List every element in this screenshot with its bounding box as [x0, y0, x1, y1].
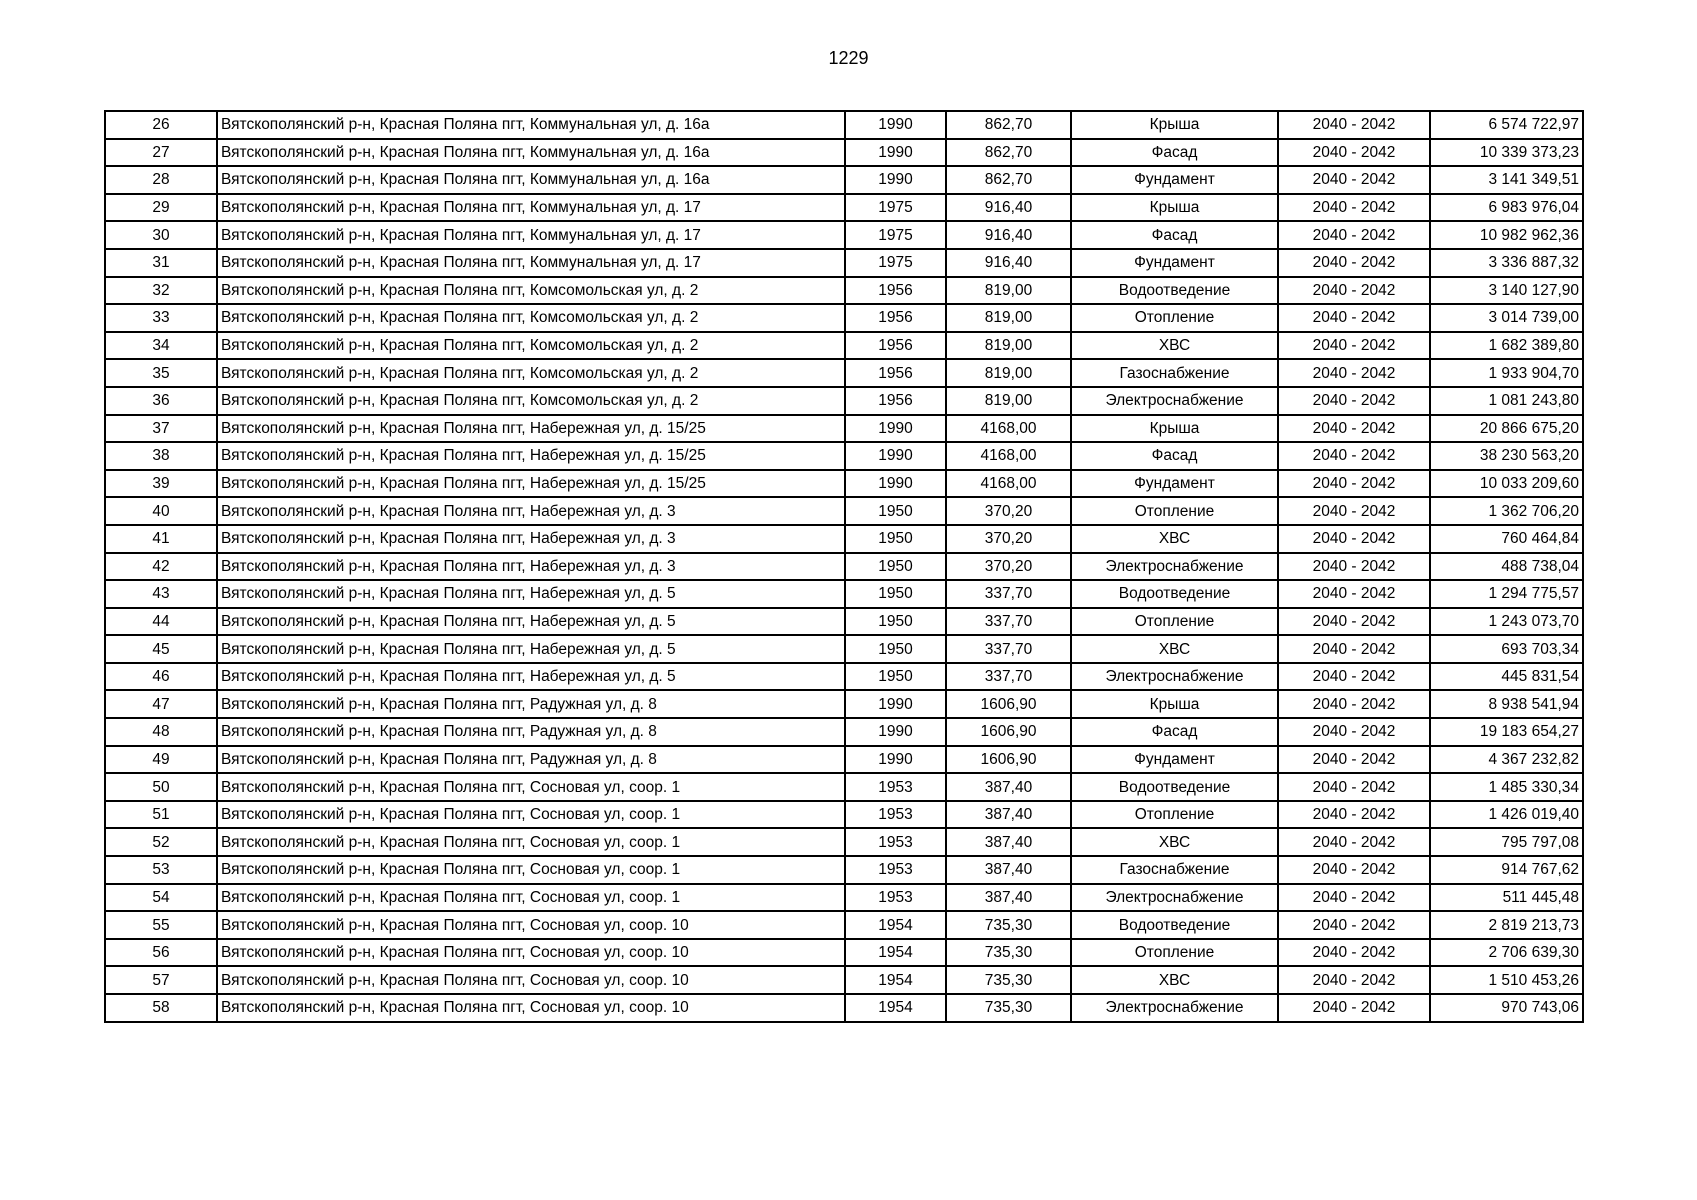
- row-number-cell: 41: [105, 525, 217, 553]
- table-row: [105, 359, 1583, 387]
- table-row: [105, 304, 1583, 332]
- address-cell: Вятскополянский р-н, Красная Поляна пгт, Сосновая ул, соор. 1: [217, 856, 845, 884]
- address-cell: Вятскополянский р-н, Красная Поляна пгт, Сосновая ул, соор. 1: [217, 773, 845, 801]
- year-built-cell: 1990: [845, 139, 946, 167]
- work-type-cell: Водоотведение: [1071, 580, 1278, 608]
- row-number-cell: 45: [105, 635, 217, 663]
- row-number-cell: 46: [105, 663, 217, 691]
- period-cell: 2040 - 2042: [1278, 966, 1430, 994]
- cost-cell: 10 339 373,23: [1430, 139, 1583, 167]
- table-row: [105, 277, 1583, 305]
- period-cell: 2040 - 2042: [1278, 801, 1430, 829]
- table-row: [105, 663, 1583, 691]
- row-number-cell: 43: [105, 580, 217, 608]
- year-built-cell: 1953: [845, 828, 946, 856]
- year-built-cell: 1990: [845, 718, 946, 746]
- work-type-cell: Отопление: [1071, 801, 1278, 829]
- row-number-cell: 36: [105, 387, 217, 415]
- table-row: [105, 966, 1583, 994]
- work-type-cell: Электроснабжение: [1071, 994, 1278, 1022]
- period-cell: 2040 - 2042: [1278, 442, 1430, 470]
- work-type-cell: Фасад: [1071, 442, 1278, 470]
- area-cell: 1606,90: [946, 718, 1071, 746]
- period-cell: 2040 - 2042: [1278, 166, 1430, 194]
- year-built-cell: 1990: [845, 746, 946, 774]
- area-cell: 735,30: [946, 994, 1071, 1022]
- cost-cell: 1 362 706,20: [1430, 497, 1583, 525]
- table-row: [105, 608, 1583, 636]
- year-built-cell: 1975: [845, 221, 946, 249]
- address-cell: Вятскополянский р-н, Красная Поляна пгт, Сосновая ул, соор. 10: [217, 939, 845, 967]
- work-type-cell: Электроснабжение: [1071, 663, 1278, 691]
- row-number-cell: 52: [105, 828, 217, 856]
- row-number-cell: 55: [105, 911, 217, 939]
- period-cell: 2040 - 2042: [1278, 690, 1430, 718]
- year-built-cell: 1953: [845, 884, 946, 912]
- row-number-cell: 58: [105, 994, 217, 1022]
- address-cell: Вятскополянский р-н, Красная Поляна пгт, Коммунальная ул, д. 16а: [217, 166, 845, 194]
- year-built-cell: 1990: [845, 166, 946, 194]
- row-number-cell: 30: [105, 221, 217, 249]
- period-cell: 2040 - 2042: [1278, 139, 1430, 167]
- table-row: [105, 415, 1583, 443]
- address-cell: Вятскополянский р-н, Красная Поляна пгт, Сосновая ул, соор. 1: [217, 884, 845, 912]
- row-number-cell: 49: [105, 746, 217, 774]
- table-row: [105, 332, 1583, 360]
- period-cell: 2040 - 2042: [1278, 608, 1430, 636]
- cost-cell: 19 183 654,27: [1430, 718, 1583, 746]
- area-cell: 4168,00: [946, 470, 1071, 498]
- row-number-cell: 57: [105, 966, 217, 994]
- table-row: [105, 442, 1583, 470]
- address-cell: Вятскополянский р-н, Красная Поляна пгт, Набережная ул, д. 3: [217, 497, 845, 525]
- registry-table-body: [105, 111, 1583, 1022]
- cost-cell: 1 682 389,80: [1430, 332, 1583, 360]
- year-built-cell: 1954: [845, 911, 946, 939]
- address-cell: Вятскополянский р-н, Красная Поляна пгт, Сосновая ул, соор. 10: [217, 994, 845, 1022]
- table-row: [105, 525, 1583, 553]
- year-built-cell: 1950: [845, 635, 946, 663]
- row-number-cell: 39: [105, 470, 217, 498]
- period-cell: 2040 - 2042: [1278, 635, 1430, 663]
- address-cell: Вятскополянский р-н, Красная Поляна пгт, Набережная ул, д. 3: [217, 525, 845, 553]
- row-number-cell: 32: [105, 277, 217, 305]
- table-row: [105, 939, 1583, 967]
- period-cell: 2040 - 2042: [1278, 194, 1430, 222]
- period-cell: 2040 - 2042: [1278, 939, 1430, 967]
- area-cell: 819,00: [946, 332, 1071, 360]
- area-cell: 387,40: [946, 773, 1071, 801]
- row-number-cell: 26: [105, 111, 217, 139]
- work-type-cell: ХВС: [1071, 828, 1278, 856]
- address-cell: Вятскополянский р-н, Красная Поляна пгт, Коммунальная ул, д. 17: [217, 221, 845, 249]
- year-built-cell: 1990: [845, 415, 946, 443]
- table-row: [105, 856, 1583, 884]
- area-cell: 862,70: [946, 111, 1071, 139]
- address-cell: Вятскополянский р-н, Красная Поляна пгт, Сосновая ул, соор. 10: [217, 911, 845, 939]
- address-cell: Вятскополянский р-н, Красная Поляна пгт, Комсомольская ул, д. 2: [217, 387, 845, 415]
- address-cell: Вятскополянский р-н, Красная Поляна пгт, Набережная ул, д. 15/25: [217, 442, 845, 470]
- area-cell: 862,70: [946, 139, 1071, 167]
- area-cell: 916,40: [946, 249, 1071, 277]
- work-type-cell: Фундамент: [1071, 470, 1278, 498]
- cost-cell: 4 367 232,82: [1430, 746, 1583, 774]
- year-built-cell: 1990: [845, 442, 946, 470]
- table-row: [105, 139, 1583, 167]
- year-built-cell: 1990: [845, 470, 946, 498]
- work-type-cell: ХВС: [1071, 332, 1278, 360]
- year-built-cell: 1990: [845, 690, 946, 718]
- cost-cell: 795 797,08: [1430, 828, 1583, 856]
- table-row: [105, 690, 1583, 718]
- address-cell: Вятскополянский р-н, Красная Поляна пгт, Набережная ул, д. 5: [217, 635, 845, 663]
- row-number-cell: 56: [105, 939, 217, 967]
- cost-cell: 760 464,84: [1430, 525, 1583, 553]
- cost-cell: 3 140 127,90: [1430, 277, 1583, 305]
- year-built-cell: 1990: [845, 111, 946, 139]
- address-cell: Вятскополянский р-н, Красная Поляна пгт, Набережная ул, д. 5: [217, 580, 845, 608]
- period-cell: 2040 - 2042: [1278, 828, 1430, 856]
- period-cell: 2040 - 2042: [1278, 304, 1430, 332]
- area-cell: 819,00: [946, 277, 1071, 305]
- year-built-cell: 1950: [845, 580, 946, 608]
- row-number-cell: 35: [105, 359, 217, 387]
- area-cell: 370,20: [946, 525, 1071, 553]
- row-number-cell: 31: [105, 249, 217, 277]
- cost-cell: 1 933 904,70: [1430, 359, 1583, 387]
- page-number: 1229: [828, 48, 869, 68]
- address-cell: Вятскополянский р-н, Красная Поляна пгт, Набережная ул, д. 5: [217, 608, 845, 636]
- period-cell: 2040 - 2042: [1278, 332, 1430, 360]
- work-type-cell: Электроснабжение: [1071, 884, 1278, 912]
- address-cell: Вятскополянский р-н, Красная Поляна пгт, Радужная ул, д. 8: [217, 690, 845, 718]
- work-type-cell: Отопление: [1071, 497, 1278, 525]
- work-type-cell: Фасад: [1071, 221, 1278, 249]
- table-row: [105, 221, 1583, 249]
- work-type-cell: Отопление: [1071, 304, 1278, 332]
- area-cell: 1606,90: [946, 690, 1071, 718]
- cost-cell: 10 982 962,36: [1430, 221, 1583, 249]
- year-built-cell: 1956: [845, 387, 946, 415]
- area-cell: 916,40: [946, 194, 1071, 222]
- cost-cell: 3 014 739,00: [1430, 304, 1583, 332]
- registry-table: [104, 110, 1584, 1023]
- table-row: [105, 580, 1583, 608]
- area-cell: 819,00: [946, 359, 1071, 387]
- year-built-cell: 1950: [845, 525, 946, 553]
- table-row: [105, 111, 1583, 139]
- cost-cell: 970 743,06: [1430, 994, 1583, 1022]
- cost-cell: 511 445,48: [1430, 884, 1583, 912]
- period-cell: 2040 - 2042: [1278, 387, 1430, 415]
- table-row: [105, 470, 1583, 498]
- area-cell: 819,00: [946, 387, 1071, 415]
- table-row: [105, 635, 1583, 663]
- work-type-cell: Водоотведение: [1071, 773, 1278, 801]
- period-cell: 2040 - 2042: [1278, 580, 1430, 608]
- address-cell: Вятскополянский р-н, Красная Поляна пгт, Радужная ул, д. 8: [217, 746, 845, 774]
- cost-cell: 1 294 775,57: [1430, 580, 1583, 608]
- address-cell: Вятскополянский р-н, Красная Поляна пгт, Комсомольская ул, д. 2: [217, 304, 845, 332]
- work-type-cell: Водоотведение: [1071, 911, 1278, 939]
- address-cell: Вятскополянский р-н, Красная Поляна пгт, Коммунальная ул, д. 16а: [217, 111, 845, 139]
- year-built-cell: 1975: [845, 249, 946, 277]
- address-cell: Вятскополянский р-н, Красная Поляна пгт, Сосновая ул, соор. 1: [217, 828, 845, 856]
- cost-cell: 10 033 209,60: [1430, 470, 1583, 498]
- period-cell: 2040 - 2042: [1278, 470, 1430, 498]
- area-cell: 819,00: [946, 304, 1071, 332]
- year-built-cell: 1956: [845, 304, 946, 332]
- row-number-cell: 53: [105, 856, 217, 884]
- year-built-cell: 1950: [845, 608, 946, 636]
- year-built-cell: 1953: [845, 856, 946, 884]
- address-cell: Вятскополянский р-н, Красная Поляна пгт, Коммунальная ул, д. 17: [217, 249, 845, 277]
- area-cell: 387,40: [946, 828, 1071, 856]
- period-cell: 2040 - 2042: [1278, 359, 1430, 387]
- table-row: [105, 994, 1583, 1022]
- row-number-cell: 47: [105, 690, 217, 718]
- address-cell: Вятскополянский р-н, Красная Поляна пгт, Коммунальная ул, д. 16а: [217, 139, 845, 167]
- cost-cell: 914 767,62: [1430, 856, 1583, 884]
- area-cell: 735,30: [946, 939, 1071, 967]
- cost-cell: 1 510 453,26: [1430, 966, 1583, 994]
- area-cell: 337,70: [946, 663, 1071, 691]
- address-cell: Вятскополянский р-н, Красная Поляна пгт, Набережная ул, д. 3: [217, 553, 845, 581]
- cost-cell: 445 831,54: [1430, 663, 1583, 691]
- row-number-cell: 40: [105, 497, 217, 525]
- work-type-cell: Крыша: [1071, 194, 1278, 222]
- period-cell: 2040 - 2042: [1278, 718, 1430, 746]
- cost-cell: 8 938 541,94: [1430, 690, 1583, 718]
- work-type-cell: Отопление: [1071, 939, 1278, 967]
- table-row: [105, 387, 1583, 415]
- period-cell: 2040 - 2042: [1278, 884, 1430, 912]
- table-row: [105, 884, 1583, 912]
- address-cell: Вятскополянский р-н, Красная Поляна пгт, Набережная ул, д. 5: [217, 663, 845, 691]
- period-cell: 2040 - 2042: [1278, 221, 1430, 249]
- work-type-cell: Фасад: [1071, 718, 1278, 746]
- year-built-cell: 1956: [845, 332, 946, 360]
- address-cell: Вятскополянский р-н, Красная Поляна пгт, Коммунальная ул, д. 17: [217, 194, 845, 222]
- row-number-cell: 51: [105, 801, 217, 829]
- cost-cell: 2 819 213,73: [1430, 911, 1583, 939]
- period-cell: 2040 - 2042: [1278, 994, 1430, 1022]
- address-cell: Вятскополянский р-н, Красная Поляна пгт, Комсомольская ул, д. 2: [217, 277, 845, 305]
- table-row: [105, 166, 1583, 194]
- address-cell: Вятскополянский р-н, Красная Поляна пгт, Сосновая ул, соор. 1: [217, 801, 845, 829]
- area-cell: 337,70: [946, 580, 1071, 608]
- cost-cell: 38 230 563,20: [1430, 442, 1583, 470]
- address-cell: Вятскополянский р-н, Красная Поляна пгт, Набережная ул, д. 15/25: [217, 470, 845, 498]
- work-type-cell: ХВС: [1071, 966, 1278, 994]
- area-cell: 862,70: [946, 166, 1071, 194]
- year-built-cell: 1954: [845, 966, 946, 994]
- table-row: [105, 194, 1583, 222]
- work-type-cell: Электроснабжение: [1071, 553, 1278, 581]
- year-built-cell: 1956: [845, 359, 946, 387]
- year-built-cell: 1953: [845, 773, 946, 801]
- row-number-cell: 38: [105, 442, 217, 470]
- cost-cell: 693 703,34: [1430, 635, 1583, 663]
- period-cell: 2040 - 2042: [1278, 911, 1430, 939]
- table-row: [105, 773, 1583, 801]
- cost-cell: 488 738,04: [1430, 553, 1583, 581]
- area-cell: 387,40: [946, 856, 1071, 884]
- work-type-cell: Крыша: [1071, 690, 1278, 718]
- table-row: [105, 553, 1583, 581]
- cost-cell: 1 485 330,34: [1430, 773, 1583, 801]
- row-number-cell: 48: [105, 718, 217, 746]
- area-cell: 4168,00: [946, 442, 1071, 470]
- area-cell: 337,70: [946, 608, 1071, 636]
- period-cell: 2040 - 2042: [1278, 663, 1430, 691]
- row-number-cell: 28: [105, 166, 217, 194]
- period-cell: 2040 - 2042: [1278, 415, 1430, 443]
- year-built-cell: 1956: [845, 277, 946, 305]
- cost-cell: 1 243 073,70: [1430, 608, 1583, 636]
- address-cell: Вятскополянский р-н, Красная Поляна пгт, Комсомольская ул, д. 2: [217, 359, 845, 387]
- row-number-cell: 50: [105, 773, 217, 801]
- row-number-cell: 37: [105, 415, 217, 443]
- address-cell: Вятскополянский р-н, Красная Поляна пгт, Сосновая ул, соор. 10: [217, 966, 845, 994]
- work-type-cell: Газоснабжение: [1071, 359, 1278, 387]
- row-number-cell: 34: [105, 332, 217, 360]
- year-built-cell: 1954: [845, 939, 946, 967]
- cost-cell: 3 141 349,51: [1430, 166, 1583, 194]
- work-type-cell: ХВС: [1071, 635, 1278, 663]
- year-built-cell: 1975: [845, 194, 946, 222]
- period-cell: 2040 - 2042: [1278, 497, 1430, 525]
- area-cell: 387,40: [946, 801, 1071, 829]
- cost-cell: 6 983 976,04: [1430, 194, 1583, 222]
- table-row: [105, 801, 1583, 829]
- row-number-cell: 27: [105, 139, 217, 167]
- address-cell: Вятскополянский р-н, Красная Поляна пгт, Комсомольская ул, д. 2: [217, 332, 845, 360]
- area-cell: 370,20: [946, 553, 1071, 581]
- address-cell: Вятскополянский р-н, Красная Поляна пгт, Радужная ул, д. 8: [217, 718, 845, 746]
- table-row: [105, 746, 1583, 774]
- year-built-cell: 1954: [845, 994, 946, 1022]
- cost-cell: 1 081 243,80: [1430, 387, 1583, 415]
- period-cell: 2040 - 2042: [1278, 746, 1430, 774]
- area-cell: 4168,00: [946, 415, 1071, 443]
- work-type-cell: Водоотведение: [1071, 277, 1278, 305]
- table-row: [105, 249, 1583, 277]
- cost-cell: 1 426 019,40: [1430, 801, 1583, 829]
- cost-cell: 20 866 675,20: [1430, 415, 1583, 443]
- work-type-cell: ХВС: [1071, 525, 1278, 553]
- area-cell: 370,20: [946, 497, 1071, 525]
- row-number-cell: 54: [105, 884, 217, 912]
- area-cell: 735,30: [946, 966, 1071, 994]
- year-built-cell: 1950: [845, 553, 946, 581]
- period-cell: 2040 - 2042: [1278, 553, 1430, 581]
- period-cell: 2040 - 2042: [1278, 856, 1430, 884]
- area-cell: 916,40: [946, 221, 1071, 249]
- period-cell: 2040 - 2042: [1278, 773, 1430, 801]
- work-type-cell: Фундамент: [1071, 249, 1278, 277]
- work-type-cell: Фундамент: [1071, 746, 1278, 774]
- period-cell: 2040 - 2042: [1278, 525, 1430, 553]
- area-cell: 1606,90: [946, 746, 1071, 774]
- area-cell: 735,30: [946, 911, 1071, 939]
- period-cell: 2040 - 2042: [1278, 277, 1430, 305]
- work-type-cell: Фасад: [1071, 139, 1278, 167]
- work-type-cell: Электроснабжение: [1071, 387, 1278, 415]
- table-row: [105, 718, 1583, 746]
- table-row: [105, 828, 1583, 856]
- row-number-cell: 44: [105, 608, 217, 636]
- area-cell: 387,40: [946, 884, 1071, 912]
- work-type-cell: Газоснабжение: [1071, 856, 1278, 884]
- row-number-cell: 33: [105, 304, 217, 332]
- year-built-cell: 1950: [845, 663, 946, 691]
- period-cell: 2040 - 2042: [1278, 249, 1430, 277]
- row-number-cell: 42: [105, 553, 217, 581]
- table-row: [105, 911, 1583, 939]
- cost-cell: 3 336 887,32: [1430, 249, 1583, 277]
- address-cell: Вятскополянский р-н, Красная Поляна пгт, Набережная ул, д. 15/25: [217, 415, 845, 443]
- cost-cell: 6 574 722,97: [1430, 111, 1583, 139]
- work-type-cell: Отопление: [1071, 608, 1278, 636]
- work-type-cell: Крыша: [1071, 415, 1278, 443]
- row-number-cell: 29: [105, 194, 217, 222]
- work-type-cell: Крыша: [1071, 111, 1278, 139]
- cost-cell: 2 706 639,30: [1430, 939, 1583, 967]
- year-built-cell: 1953: [845, 801, 946, 829]
- year-built-cell: 1950: [845, 497, 946, 525]
- area-cell: 337,70: [946, 635, 1071, 663]
- period-cell: 2040 - 2042: [1278, 111, 1430, 139]
- work-type-cell: Фундамент: [1071, 166, 1278, 194]
- table-row: [105, 497, 1583, 525]
